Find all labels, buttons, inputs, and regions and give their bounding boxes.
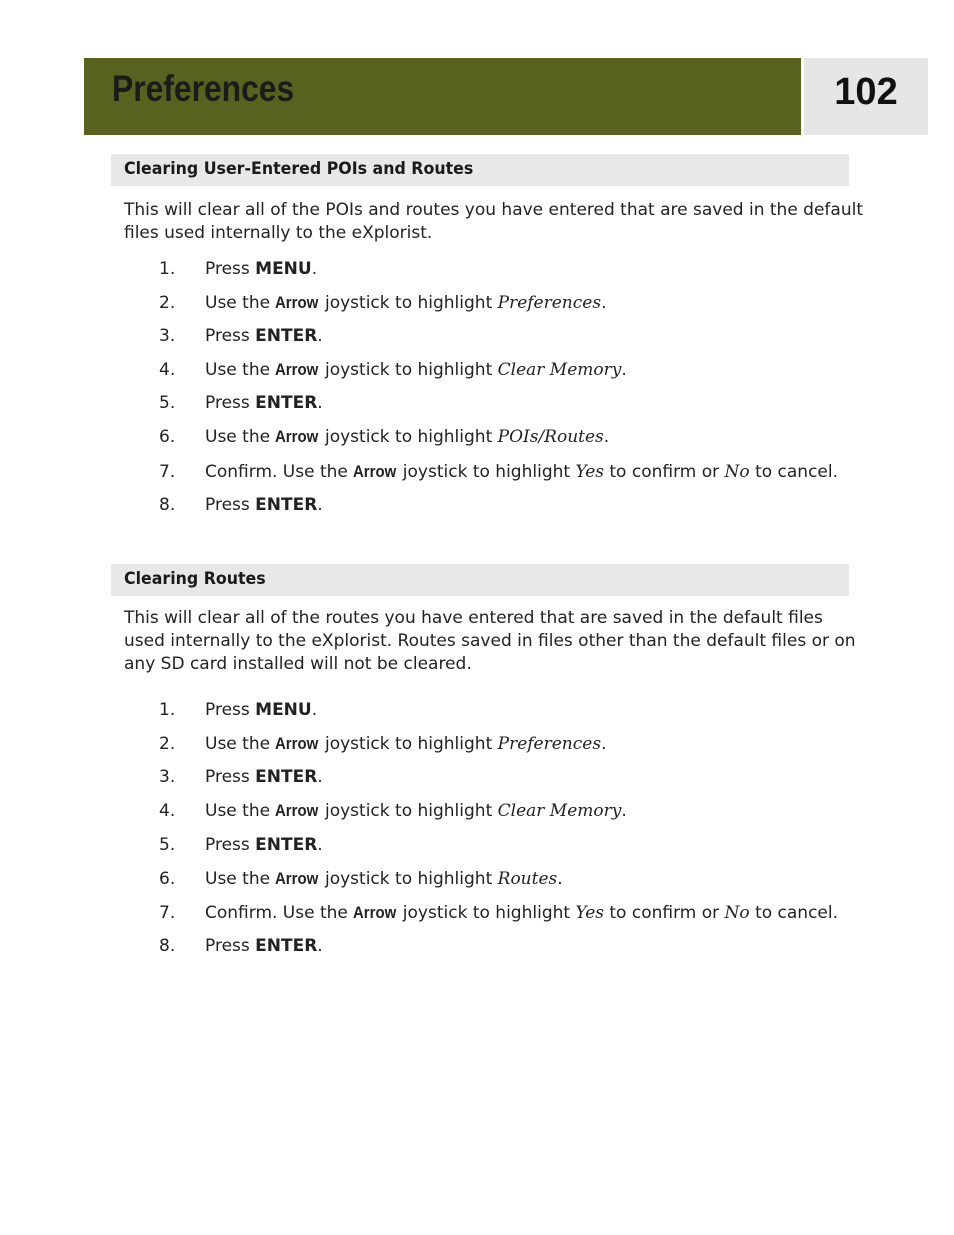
screen-label: Clear Memory: [497, 801, 622, 821]
step-text: Press ENTER.: [205, 393, 323, 413]
step-number: 3.: [159, 767, 176, 787]
step-text: Press ENTER.: [205, 495, 323, 515]
step-number: 2.: [159, 293, 176, 313]
step-text: Press MENU.: [205, 259, 318, 279]
section-header-clear-routes: [111, 564, 849, 596]
step-text: Use the Arrow joystick to highlight Clear Memory.: [205, 801, 627, 821]
page-title: Preferences: [112, 68, 295, 109]
key-label: MENU: [255, 259, 312, 279]
step-text: Confirm. Use the Arrow joystick to highlight Yes to confirm or No to cancel.: [205, 462, 839, 482]
step-text: Use the Arrow joystick to highlight Preferences.: [205, 734, 607, 754]
step-text: Use the Arrow joystick to highlight POIs/Routes.: [205, 427, 610, 447]
step-number: 4.: [159, 801, 176, 821]
step-number: 7.: [159, 462, 176, 482]
key-label: ENTER: [255, 393, 318, 413]
step-number: 6.: [159, 869, 176, 889]
key-label: Arrow: [275, 801, 319, 820]
step-text: Press ENTER.: [205, 835, 323, 855]
key-label: Arrow: [275, 293, 319, 312]
section-header-clear-pois-routes: [111, 154, 849, 186]
key-label: Arrow: [275, 869, 319, 888]
key-label: Arrow: [275, 360, 319, 379]
section-intro: This will clear all of the POIs and routes you have entered that are saved in the default files used internally to the eXplorist.: [124, 200, 864, 243]
step-number: 4.: [159, 360, 176, 380]
step-text: Use the Arrow joystick to highlight Clear Memory.: [205, 360, 627, 380]
key-label: ENTER: [255, 495, 318, 515]
step-text: Use the Arrow joystick to highlight Preferences.: [205, 293, 607, 313]
step-number: 5.: [159, 393, 176, 413]
step-text: Press ENTER.: [205, 936, 323, 956]
step-number: 5.: [159, 835, 176, 855]
screen-label: No: [724, 462, 750, 482]
section-title: Clearing User-Entered POIs and Routes: [124, 159, 474, 179]
section-intro: This will clear all of the routes you have entered that are saved in the default files used internally to the eXplorist. Routes saved in files other than the default files or on any SD card installed will not be cleared.: [124, 608, 856, 674]
header-bar: [84, 58, 801, 135]
page-number: 102: [834, 71, 898, 113]
step-number: 3.: [159, 326, 176, 346]
screen-label: Preferences: [497, 293, 602, 313]
key-label: ENTER: [255, 835, 318, 855]
key-label: ENTER: [255, 326, 318, 346]
section-title: Clearing Routes: [124, 569, 266, 589]
key-label: Arrow: [275, 734, 319, 753]
key-label: MENU: [255, 700, 312, 720]
step-number: 1.: [159, 700, 176, 720]
key-label: ENTER: [255, 936, 318, 956]
screen-label: No: [724, 903, 750, 923]
page-number-box: [804, 58, 928, 135]
key-label: Arrow: [353, 462, 397, 481]
step-text: Press ENTER.: [205, 767, 323, 787]
key-label: ENTER: [255, 767, 318, 787]
step-number: 8.: [159, 495, 176, 515]
step-text: Press MENU.: [205, 700, 318, 720]
step-number: 6.: [159, 427, 176, 447]
screen-label: Yes: [575, 903, 604, 923]
screen-label: Preferences: [497, 734, 602, 754]
step-number: 7.: [159, 903, 176, 923]
step-number: 1.: [159, 259, 176, 279]
screen-label: Routes: [497, 869, 558, 889]
screen-label: POIs/Routes: [497, 427, 604, 447]
step-text: Confirm. Use the Arrow joystick to highlight Yes to confirm or No to cancel.: [205, 903, 839, 923]
key-label: Arrow: [275, 427, 319, 446]
step-number: 2.: [159, 734, 176, 754]
screen-label: Clear Memory: [497, 360, 622, 380]
key-label: Arrow: [353, 903, 397, 922]
step-text: Press ENTER.: [205, 326, 323, 346]
screen-label: Yes: [575, 462, 604, 482]
step-text: Use the Arrow joystick to highlight Routes.: [205, 869, 563, 889]
step-number: 8.: [159, 936, 176, 956]
